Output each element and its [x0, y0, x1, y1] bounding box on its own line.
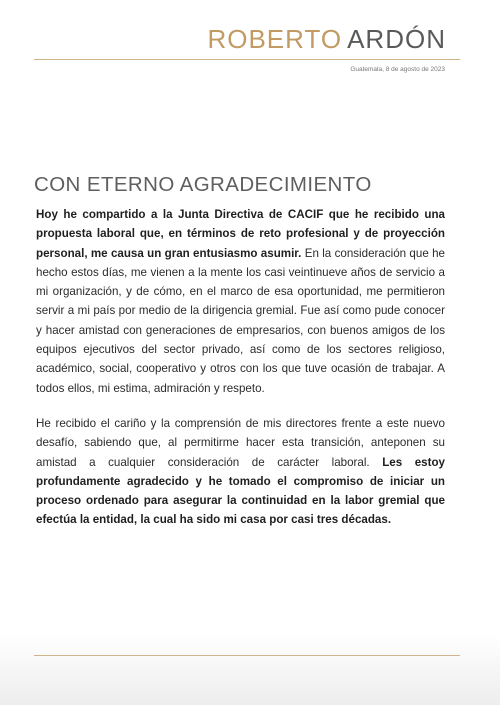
paragraph-1-bold-intro: Hoy he compartido a la Junta Directiva de CACIF que he recibido una propuesta laboral que, en términos de reto profesional y de proyección personal, me causa un gran entusiasmo asumir.	[36, 208, 445, 260]
brand-last-name: ARDÓN	[347, 24, 446, 54]
paragraph-2	[36, 414, 445, 530]
footer-divider	[34, 655, 460, 656]
letter-title: CON ETERNO AGRADECIMIENTO	[34, 173, 372, 196]
paragraph-2-text: He recibido el cariño y la comprensión de mis directores frente a este nuevo desafío, sabiendo que, al permitirme hacer esta transición, anteponen su amistad a cualquier consideración de carácter laboral.	[36, 417, 445, 469]
header-divider	[34, 59, 460, 60]
paragraph-1-text: En la consideración que he hecho estos días, me vienen a la mente los casi veintinueve años de servicio a mi organización, y de cómo, en el marco de esa oportunidad, me permitieron servir a mi país por medio de la dirigencia gremial. Fue así como pude conocer y hacer amistad con generaciones de empresarios, con buenos amigos de los equipos ejecutivos del sector privado, así como de los sectores religioso, académico, social, cooperativo y otros con los que tuve ocasión de trabajar. A todos ellos, mi estima, admiración y respeto.	[36, 246, 445, 395]
paragraph-2-bold-outro: Les estoy profundamente agradecido y he tomado el compromiso de iniciar un proceso ordenado para asegurar la continuidad en la labor gremial que efectúa la entidad, la cual ha sido mi casa por casi tres décadas.	[36, 455, 445, 527]
date-line: Guatemala, 8 de agosto de 2023	[350, 66, 445, 73]
paragraph-1	[36, 205, 445, 398]
letterhead-logo	[207, 26, 446, 52]
brand-first-name: ROBERTO	[207, 24, 343, 54]
